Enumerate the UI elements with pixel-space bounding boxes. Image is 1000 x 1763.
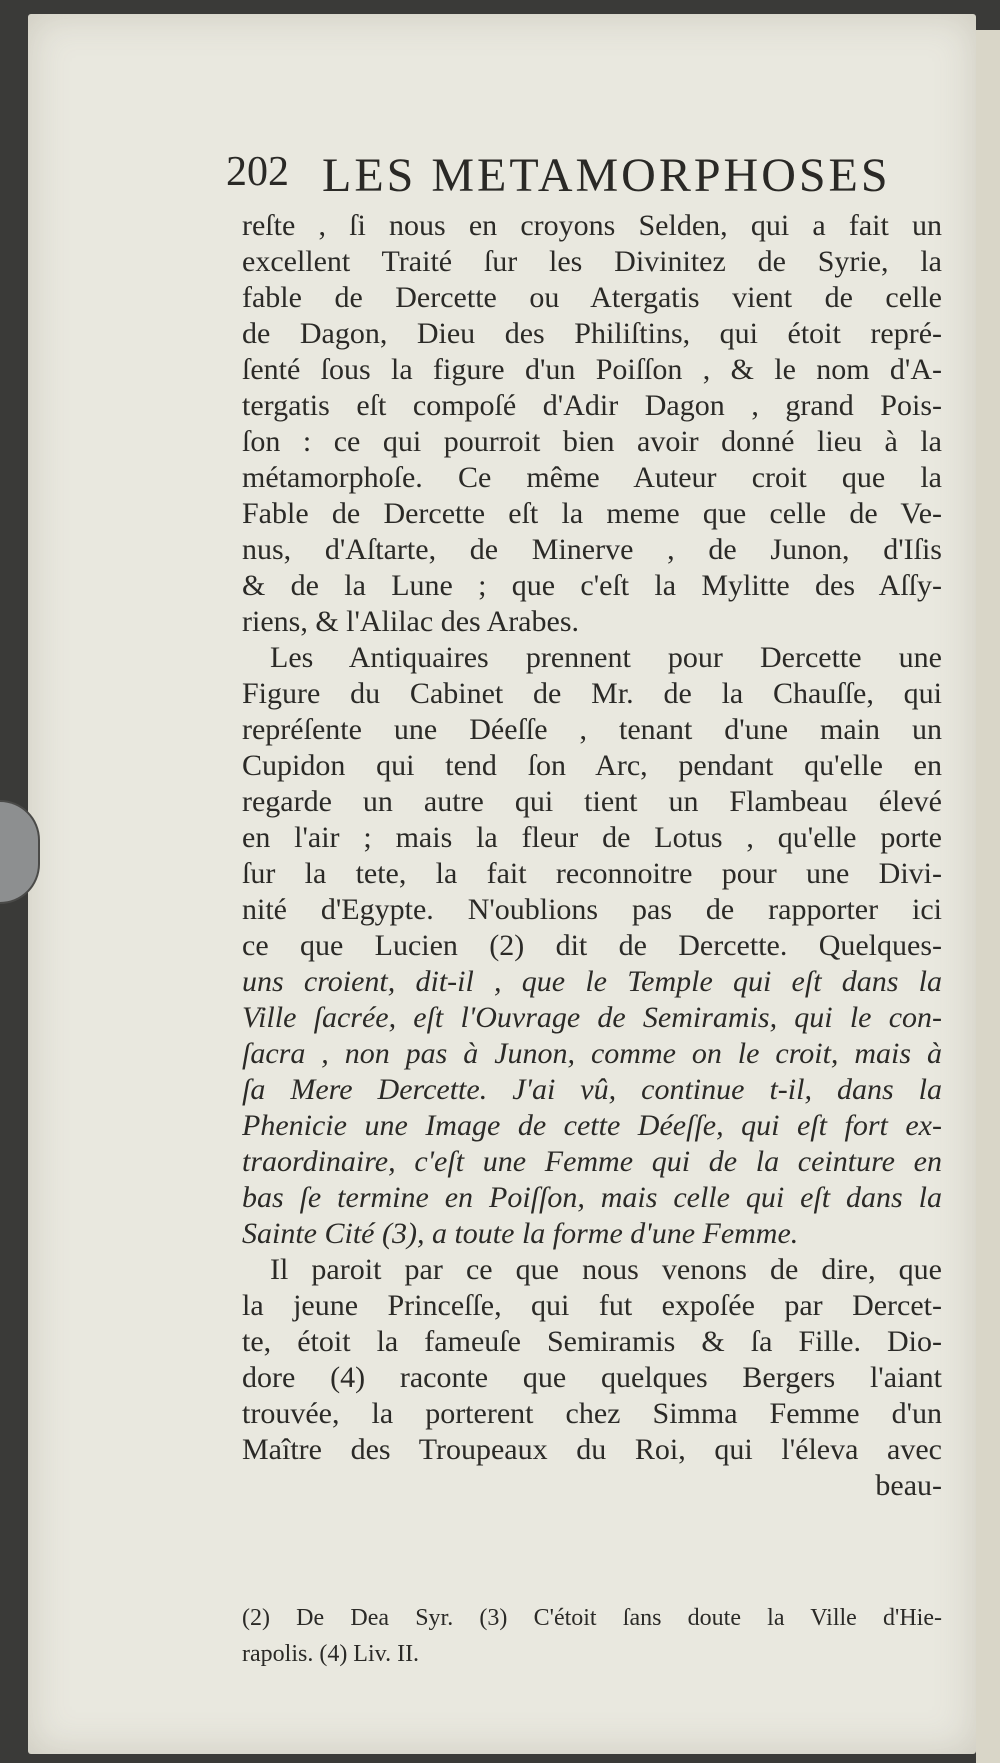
text-line: ſon : ce qui pourroit bien avoir donné lieu à la — [242, 425, 942, 458]
text-line: riens, & l'Alilac des Arabes. — [242, 605, 579, 638]
text-line: & de la Lune ; que c'eſt la Mylitte des Aſſy- — [242, 569, 942, 602]
text-line: regarde un autre qui tient un Flambeau élevé — [242, 785, 942, 818]
text-line: en l'air ; mais la fleur de Lotus , qu'elle porte — [242, 821, 942, 854]
text-line: te, étoit la fameuſe Semiramis & ſa Fille. Dio- — [242, 1325, 942, 1358]
text-line: métamorphoſe. Ce même Auteur croit que la — [242, 461, 942, 494]
text-line: Fable de Dercette eſt la meme que celle de Ve- — [242, 497, 942, 530]
text-line: ſur la tete, la fait reconnoitre pour une Divi- — [242, 857, 942, 890]
text-line: Figure du Cabinet de Mr. de la Chauſſe, qui — [242, 677, 942, 710]
footnote-line: (2) De Dea Syr. (3) C'étoit ſans doute la Ville d'Hie- — [242, 1605, 942, 1631]
running-title: LES METAMORPHOSES — [322, 149, 891, 202]
text-line: beau- — [875, 1469, 942, 1502]
text-line: bas ſe termine en Poiſſon, mais celle qui eſt dans la — [242, 1181, 942, 1214]
text-line: ce que Lucien (2) dit de Dercette. Quelques- — [242, 929, 942, 962]
text-line: ſacra , non pas à Junon, comme on le croit, mais à — [242, 1037, 942, 1070]
text-line: dore (4) raconte que quelques Bergers l'aiant — [242, 1361, 942, 1394]
text-line: de Dagon, Dieu des Philiſtins, qui étoit repré- — [242, 317, 942, 350]
footnote-line: rapolis. (4) Liv. II. — [242, 1641, 420, 1667]
text-line: traordinaire, c'eſt une Femme qui de la ceinture en — [242, 1145, 942, 1178]
text-line: tergatis eſt compoſé d'Adir Dagon , grand Pois- — [242, 389, 942, 422]
footnotes — [242, 1600, 942, 1672]
text-line: Les Antiquaires prennent pour Dercette une — [270, 641, 942, 674]
text-line: nus, d'Aſtarte, de Minerve , de Junon, d'Iſis — [242, 533, 942, 566]
text-line: Sainte Cité (3), a toute la forme d'une Femme. — [242, 1217, 799, 1250]
body-text — [242, 208, 942, 1504]
text-line: uns croient, dit-il , que le Temple qui eſt dans la — [242, 965, 942, 998]
text-line: reſte , ſi nous en croyons Selden, qui a fait un — [242, 209, 942, 242]
text-line: fable de Dercette ou Atergatis vient de celle — [242, 281, 942, 314]
text-line: repréſente une Déeſſe , tenant d'une main un — [242, 713, 942, 746]
text-line: Ville ſacrée, eſt l'Ouvrage de Semiramis, qui le con- — [242, 1001, 942, 1034]
next-page-edge — [976, 30, 1000, 1763]
text-line: la jeune Princeſſe, qui fut expoſée par Dercet- — [242, 1289, 942, 1322]
text-line: ſa Mere Dercette. J'ai vû, continue t-il, dans la — [242, 1073, 942, 1106]
text-line: trouvée, la porterent chez Simma Femme d'un — [242, 1397, 942, 1430]
text-line: Maître des Troupeaux du Roi, qui l'éleva avec — [242, 1433, 942, 1466]
page-header — [226, 148, 966, 208]
text-line: ſenté ſous la figure d'un Poiſſon , & le nom d'A- — [242, 353, 942, 386]
text-line: Cupidon qui tend ſon Arc, pendant qu'elle en — [242, 749, 942, 782]
page-number: 202 — [226, 149, 289, 195]
text-line: nité d'Egypte. N'oublions pas de rapporter ici — [242, 893, 942, 926]
text-line: excellent Traité ſur les Divinitez de Syrie, la — [242, 245, 942, 278]
text-line: Phenicie une Image de cette Déeſſe, qui eſt fort ex- — [242, 1109, 942, 1142]
text-line: Il paroit par ce que nous venons de dire, que — [270, 1253, 942, 1286]
